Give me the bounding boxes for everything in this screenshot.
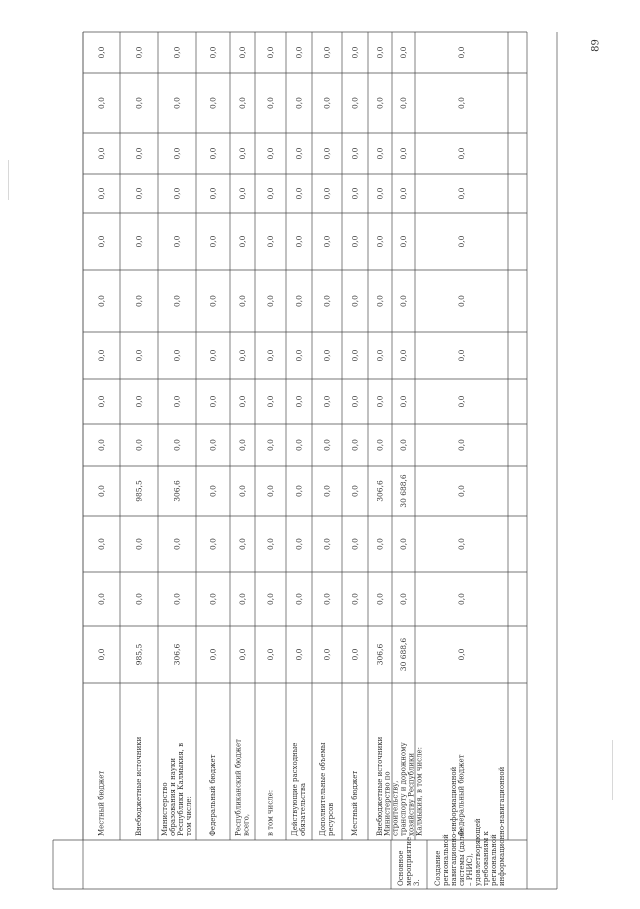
table-cell: 0,0 bbox=[457, 648, 466, 661]
table-cell: 0,0 bbox=[294, 538, 304, 550]
table-cell: 0,0 bbox=[238, 46, 247, 59]
table-cell: 0,0 bbox=[208, 295, 218, 307]
row-label bbox=[319, 742, 335, 836]
label-line: удовлетворяющей bbox=[474, 818, 483, 886]
table-cell: 0,0 bbox=[350, 349, 360, 362]
table-cell: 0,0 bbox=[457, 46, 466, 59]
table-cell: 0,0 bbox=[134, 439, 144, 451]
label-line: Основное bbox=[396, 850, 405, 886]
table-cell: 0,0 bbox=[350, 593, 360, 605]
table-cell: 0,0 bbox=[97, 593, 106, 605]
table-cell: 0,0 bbox=[266, 538, 275, 550]
table-cell: 0,0 bbox=[97, 295, 106, 307]
table-cell: 0,0 bbox=[350, 97, 360, 109]
label-line: системы (далее bbox=[457, 828, 466, 886]
table-cell: 0,0 bbox=[322, 538, 332, 550]
table-cell: 0,0 bbox=[375, 235, 385, 248]
scan-mark bbox=[612, 740, 613, 800]
table-cell: 0,0 bbox=[375, 395, 385, 408]
row-label bbox=[234, 739, 250, 836]
table-cell: 0,0 bbox=[457, 295, 466, 307]
table-cell: 0,0 bbox=[294, 485, 304, 497]
table-cell: 0,0 bbox=[399, 235, 408, 248]
table-cell: 0,0 bbox=[134, 46, 144, 59]
table-cell: 0,0 bbox=[322, 349, 332, 362]
table-cell: 0,0 bbox=[322, 593, 332, 605]
table-cell: 306,6 bbox=[172, 643, 182, 666]
table-cell: 0,0 bbox=[457, 235, 466, 248]
table-cell: 0,0 bbox=[457, 538, 466, 550]
table-cell: 0,0 bbox=[350, 187, 360, 200]
table-cell: 0,0 bbox=[294, 147, 304, 160]
page-number: 89 bbox=[590, 39, 602, 52]
label-line: Местный бюджет bbox=[97, 770, 106, 836]
table-cell: 0,0 bbox=[266, 147, 275, 160]
table-cell: 0,0 bbox=[266, 485, 275, 497]
row-label bbox=[351, 771, 359, 836]
table-cell: 0,0 bbox=[97, 439, 106, 451]
table-cell: 0,0 bbox=[208, 648, 218, 661]
label-line: Министерство по bbox=[383, 771, 392, 836]
label-line: региональной bbox=[441, 834, 450, 886]
table-cell: 0,0 bbox=[97, 46, 106, 59]
table-cell: 0,0 bbox=[238, 439, 247, 451]
table-cell: 0,0 bbox=[238, 147, 247, 160]
label-line: Дополнительные объемы bbox=[318, 742, 327, 836]
label-line: строительству, bbox=[391, 780, 400, 836]
scan-mark bbox=[8, 160, 9, 200]
table-cell: 0,0 bbox=[97, 235, 106, 248]
table-cell: 0,0 bbox=[238, 593, 247, 605]
table-cell: 0,0 bbox=[375, 593, 385, 605]
label-line: 3. bbox=[413, 879, 422, 886]
table-cell: 0,0 bbox=[322, 295, 332, 307]
table-cell: 0,0 bbox=[208, 485, 218, 497]
label-line: образования и науки bbox=[168, 757, 177, 836]
row-labels bbox=[98, 736, 466, 836]
table-cell: 0,0 bbox=[97, 349, 106, 362]
table-cell: 0,0 bbox=[322, 439, 332, 451]
table-cell: 0,0 bbox=[399, 395, 408, 408]
table-cell: 0,0 bbox=[238, 97, 247, 109]
label-line: Республиканский бюджет bbox=[234, 738, 243, 836]
event-number bbox=[397, 837, 421, 886]
table-cell: 0,0 bbox=[375, 97, 385, 109]
table-cell: 0,0 bbox=[350, 485, 360, 497]
table-cell: 0,0 bbox=[266, 593, 275, 605]
table-cell: 0,0 bbox=[97, 97, 106, 109]
table-cell: 0,0 bbox=[350, 538, 360, 550]
table-cell: 985,5 bbox=[134, 643, 144, 666]
table-cell: 0,0 bbox=[294, 295, 304, 307]
table-cell: 0,0 bbox=[399, 46, 408, 59]
table-cell: 0,0 bbox=[375, 349, 385, 362]
label-line: Внебюджетные источники bbox=[376, 736, 384, 836]
table-cell: 0,0 bbox=[350, 439, 360, 451]
label-line: Республики Калмыкия, в bbox=[177, 742, 186, 836]
table-cell: 0,0 bbox=[457, 97, 466, 109]
label-line: Федеральный бюджет bbox=[209, 754, 217, 836]
table-cell: 0,0 bbox=[322, 395, 332, 408]
row-label bbox=[291, 743, 307, 836]
table-cell: 0,0 bbox=[172, 395, 182, 408]
table-cell: 0,0 bbox=[266, 295, 275, 307]
table-cell: 0,0 bbox=[172, 295, 182, 307]
table-cell: 0,0 bbox=[399, 295, 408, 307]
table-cell: 0,0 bbox=[172, 349, 182, 362]
table-cell: 0,0 bbox=[457, 349, 466, 362]
table-cell: 0,0 bbox=[134, 147, 144, 160]
table-cell: 0,0 bbox=[172, 46, 182, 59]
label-line: Действующие расходные bbox=[290, 742, 299, 836]
table-cell: 0,0 bbox=[134, 593, 144, 605]
label-line: ресурсов bbox=[327, 802, 336, 836]
table-cell: 0,0 bbox=[134, 349, 144, 362]
table-cell: 0,0 bbox=[172, 538, 182, 550]
table-cell: 0,0 bbox=[134, 235, 144, 248]
table-cell: 0,0 bbox=[375, 187, 385, 200]
row-label bbox=[383, 741, 423, 836]
table-cell: 0,0 bbox=[266, 46, 275, 59]
table-cell: 0,0 bbox=[457, 187, 466, 200]
table-cell: 0,0 bbox=[238, 395, 247, 408]
table-cell: 0,0 bbox=[375, 46, 385, 59]
table-cell: 0,0 bbox=[457, 147, 466, 160]
table-cells bbox=[97, 46, 466, 671]
table-cell: 0,0 bbox=[350, 235, 360, 248]
table-cell: 0,0 bbox=[457, 593, 466, 605]
table-cell: 0,0 bbox=[238, 295, 247, 307]
table-cell: 0,0 bbox=[375, 147, 385, 160]
table-cell: 0,0 bbox=[266, 235, 275, 248]
table-cell: 0,0 bbox=[399, 97, 408, 109]
row-label bbox=[267, 790, 275, 836]
table-cell: 0,0 bbox=[294, 648, 304, 661]
table-cell: 0,0 bbox=[399, 538, 408, 550]
table-cell: 0,0 bbox=[399, 187, 408, 200]
table-cell: 0,0 bbox=[294, 97, 304, 109]
table-cell: 30 688,6 bbox=[399, 637, 408, 672]
table-cell: 0,0 bbox=[322, 147, 332, 160]
table-cell: 0,0 bbox=[266, 439, 275, 451]
table-cell: 0,0 bbox=[208, 235, 218, 248]
table-cell: 0,0 bbox=[134, 395, 144, 408]
table-cell: 0,0 bbox=[208, 538, 218, 550]
label-line: том числе: bbox=[185, 796, 194, 836]
table-cell: 0,0 bbox=[238, 538, 247, 550]
table-cell: 0,0 bbox=[208, 395, 218, 408]
table-cell: 0,0 bbox=[294, 439, 304, 451]
table-cell: 0,0 bbox=[172, 187, 182, 200]
table-cell: 0,0 bbox=[350, 147, 360, 160]
table-cell: 0,0 bbox=[350, 46, 360, 59]
table-cell: 0,0 bbox=[134, 187, 144, 200]
table-cell: 0,0 bbox=[266, 395, 275, 408]
label-line: – РНИС), bbox=[466, 853, 474, 886]
table-cell: 0,0 bbox=[322, 187, 332, 200]
row-label bbox=[458, 754, 466, 836]
table-cell: 0,0 bbox=[238, 648, 247, 661]
label-line: Внебюджетные источники bbox=[135, 736, 143, 836]
table-cell: 0,0 bbox=[457, 395, 466, 408]
table-cell: 0,0 bbox=[208, 97, 218, 109]
table-cell: 0,0 bbox=[97, 538, 106, 550]
table-cell: 0,0 bbox=[399, 439, 408, 451]
label-line: в том числе: bbox=[266, 789, 275, 836]
table-cell: 0,0 bbox=[322, 648, 332, 661]
label-line: мероприятие bbox=[405, 836, 413, 886]
table-cell: 0,0 bbox=[134, 538, 144, 550]
row-label bbox=[98, 771, 106, 836]
table-cell: 0,0 bbox=[134, 295, 144, 307]
table-cell: 0,0 bbox=[322, 46, 332, 59]
table-cell: 306,6 bbox=[375, 643, 385, 666]
table-cell: 0,0 bbox=[294, 395, 304, 408]
label-line: требованиям к bbox=[482, 831, 491, 886]
label-line: региональной bbox=[490, 834, 499, 886]
table-grid bbox=[53, 32, 557, 889]
table-cell: 0,0 bbox=[375, 439, 385, 451]
table-cell: 0,0 bbox=[322, 485, 332, 497]
label-line: Федеральный бюджет bbox=[457, 754, 466, 836]
table-cell: 0,0 bbox=[208, 349, 218, 362]
table-cell: 0,0 bbox=[399, 349, 408, 362]
table-cell: 0,0 bbox=[294, 593, 304, 605]
table-cell: 0,0 bbox=[238, 349, 247, 362]
table-cell: 0,0 bbox=[294, 235, 304, 248]
label-line: Калмыкия, в том числе: bbox=[415, 746, 424, 836]
table-cell: 0,0 bbox=[238, 485, 247, 497]
table-cell: 306,6 bbox=[375, 480, 385, 502]
table-cell: 0,0 bbox=[350, 295, 360, 307]
label-line: хозяйству Республики bbox=[407, 752, 416, 836]
table-cell: 0,0 bbox=[208, 147, 218, 160]
table-cell: 0,0 bbox=[375, 538, 385, 550]
table-cell: 0,0 bbox=[238, 187, 247, 200]
table-cell: 0,0 bbox=[238, 235, 247, 248]
table-cell: 0,0 bbox=[457, 439, 466, 451]
table-cell: 0,0 bbox=[97, 648, 106, 661]
label-line: Местный бюджет bbox=[351, 770, 359, 836]
table-cell: 0,0 bbox=[294, 187, 304, 200]
table-cell: 0,0 bbox=[399, 147, 408, 160]
table-cell: 0,0 bbox=[322, 97, 332, 109]
table-cell: 0,0 bbox=[294, 46, 304, 59]
row-label bbox=[135, 736, 143, 836]
table-cell: 0,0 bbox=[208, 46, 218, 59]
table-cell: 0,0 bbox=[322, 235, 332, 248]
label-line: всего, bbox=[242, 813, 251, 836]
label-line: информационно-навигационной bbox=[498, 766, 507, 886]
table-cell: 30 688,6 bbox=[399, 474, 408, 508]
table-cell: 0,0 bbox=[97, 395, 106, 408]
label-line: Создание bbox=[433, 850, 442, 886]
table-cell: 0,0 bbox=[350, 648, 360, 661]
table-cell: 0,0 bbox=[266, 648, 275, 661]
label-line: транспорту и дорожному bbox=[399, 742, 408, 836]
table-cell: 0,0 bbox=[399, 593, 408, 605]
label-line: обязательства bbox=[299, 782, 308, 836]
table-cell: 0,0 bbox=[134, 97, 144, 109]
table-cell: 0,0 bbox=[266, 349, 275, 362]
row-label bbox=[209, 754, 217, 836]
table-cell: 0,0 bbox=[97, 187, 106, 200]
table-cell: 0,0 bbox=[294, 349, 304, 362]
table-cell: 0,0 bbox=[97, 485, 106, 497]
table-cell: 0,0 bbox=[172, 235, 182, 248]
table-cell: 0,0 bbox=[457, 485, 466, 497]
table-cell: 0,0 bbox=[172, 147, 182, 160]
table-cell: 0,0 bbox=[172, 593, 182, 605]
label-line: Министерство bbox=[160, 782, 169, 836]
row-label bbox=[161, 743, 193, 836]
label-line: навигационно-информационной bbox=[449, 766, 458, 886]
table-cell: 0,0 bbox=[172, 439, 182, 451]
event-description bbox=[434, 766, 506, 886]
table-cell: 0,0 bbox=[172, 97, 182, 109]
table-cell: 0,0 bbox=[208, 593, 218, 605]
table-cell: 985,5 bbox=[134, 480, 144, 502]
table-cell: 0,0 bbox=[208, 187, 218, 200]
table-cell: 306,6 bbox=[172, 480, 182, 502]
table-cell: 0,0 bbox=[350, 395, 360, 408]
table-cell: 0,0 bbox=[266, 187, 275, 200]
table-cell: 0,0 bbox=[208, 439, 218, 451]
table-cell: 0,0 bbox=[375, 295, 385, 307]
table-cell: 0,0 bbox=[266, 97, 275, 109]
table-cell: 0,0 bbox=[97, 147, 106, 160]
